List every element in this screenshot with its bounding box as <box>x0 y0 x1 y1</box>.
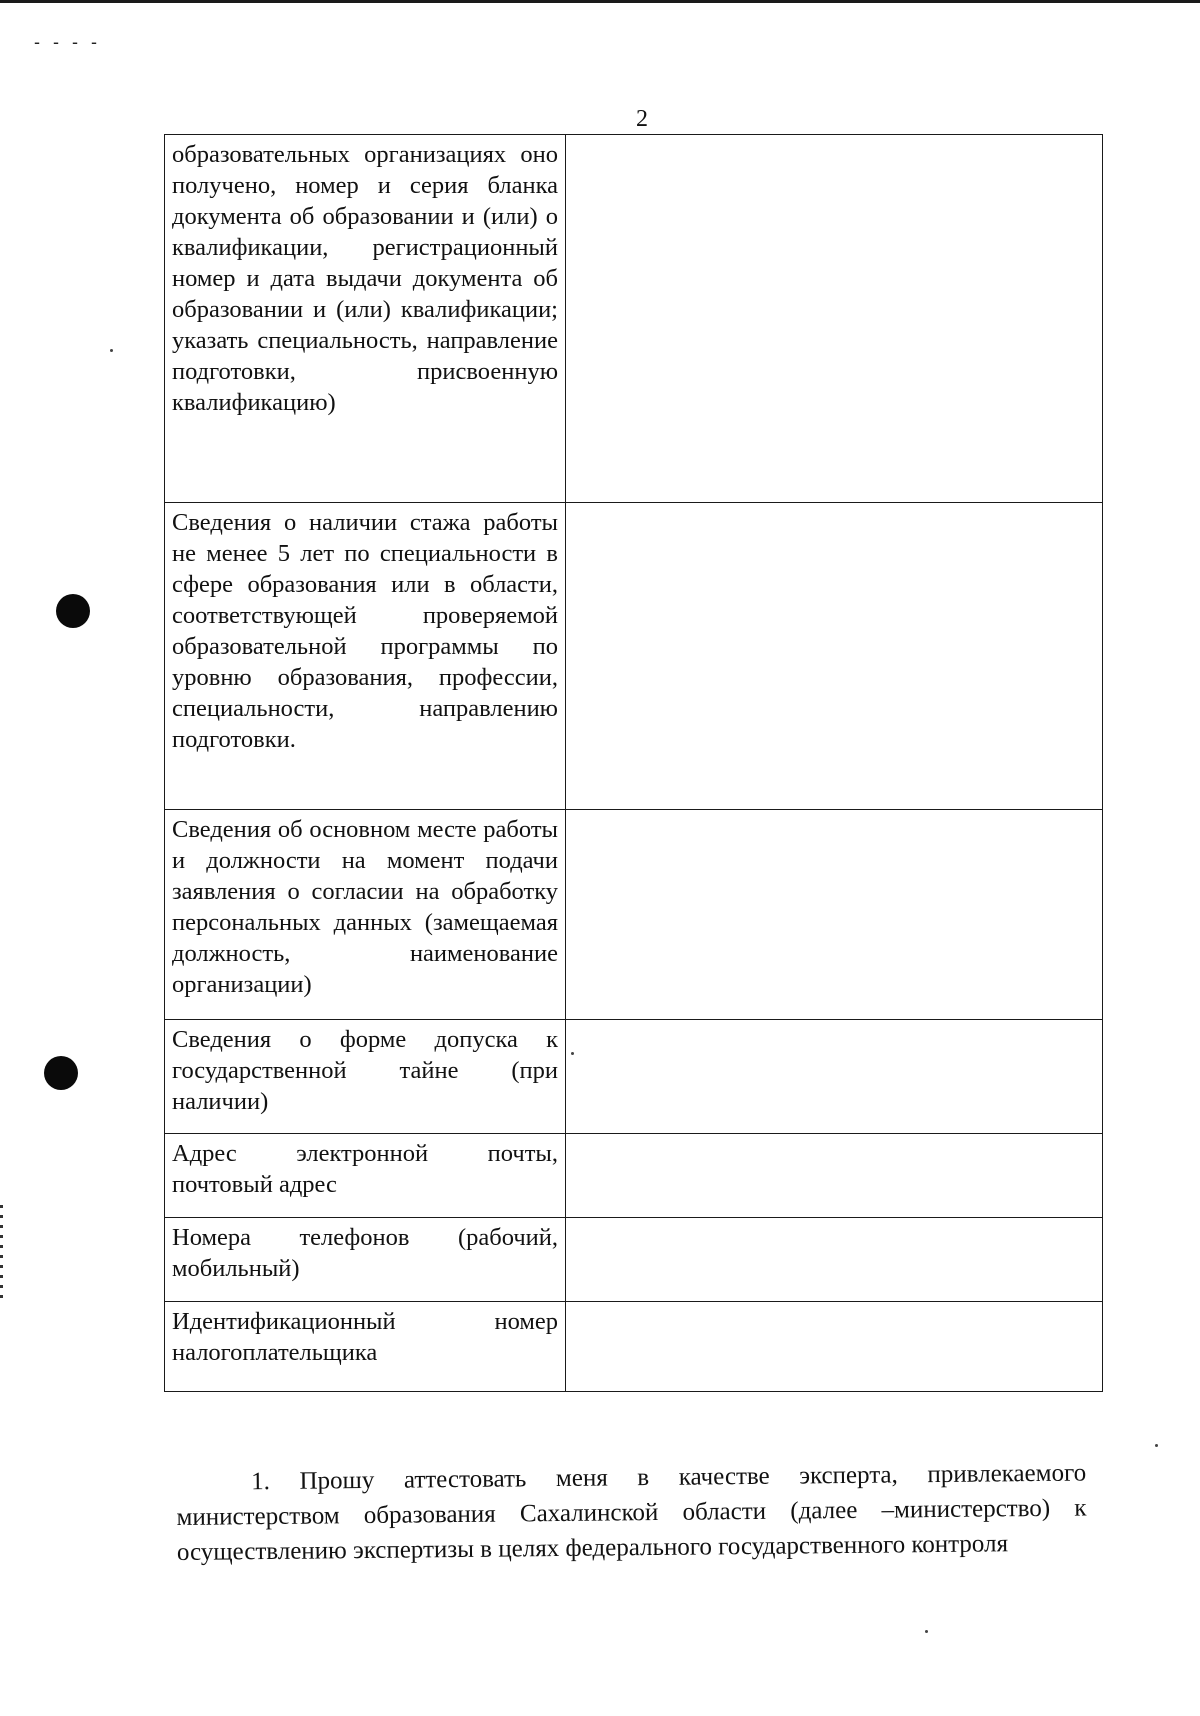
scan-speck <box>925 1630 928 1633</box>
table-row <box>165 1218 1103 1302</box>
table-row <box>165 1020 1103 1134</box>
scan-speck <box>571 1052 574 1055</box>
table-row <box>165 135 1103 503</box>
scan-corner-mark: - - - - <box>34 32 101 52</box>
request-paragraph: 1. Прошу аттестовать меня в качестве эксперта, привлекаемого министерством образования Сахалинской области (далее –министерство) к осуществлению экспертизы в целях федерального государственного контроля <box>176 1459 1087 1566</box>
row-value-clearance <box>566 1020 1103 1134</box>
page-number: 2 <box>636 106 648 132</box>
row-value-address <box>566 1134 1103 1218</box>
table-row <box>165 503 1103 810</box>
scan-speck <box>110 349 113 352</box>
table-row <box>165 1134 1103 1218</box>
row-value-workplace <box>566 810 1103 1020</box>
row-label-experience: Сведения о наличии стажа работы не менее 5 лет по специальности в сфере образования или в области, соответствующей проверяемой образовательной программы по уровню образования, профессии, специальности, направлению подготовки. <box>165 503 566 810</box>
table-row <box>165 810 1103 1020</box>
row-label-address: Адрес электронной почты, почтовый адрес <box>165 1134 566 1218</box>
row-value-experience <box>566 503 1103 810</box>
punch-hole <box>56 594 90 628</box>
row-label-phones: Номера телефонов (рабочий, мобильный) <box>165 1218 566 1302</box>
expert-info-table <box>164 134 1103 1392</box>
punch-hole <box>44 1056 78 1090</box>
row-value-education <box>566 135 1103 503</box>
row-label-workplace: Сведения об основном месте работы и должности на момент подачи заявления о согласии на обработку персональных данных (замещаемая должность, наименование организации) <box>165 810 566 1020</box>
row-label-inn: Идентификационный номер налогоплательщика <box>165 1302 566 1392</box>
scan-speck <box>1155 1444 1158 1447</box>
scan-edge-marks <box>0 1205 3 1305</box>
row-value-phones <box>566 1218 1103 1302</box>
row-value-inn <box>566 1302 1103 1392</box>
row-label-education: образовательных организациях оно получено, номер и серия бланка документа об образовании и (или) о квалификации, регистрационный номер и дата выдачи документа об образовании и (или) квалификации; указать специальность, направление подготовки, присвоенную квалификацию) <box>165 135 566 503</box>
table-row <box>165 1302 1103 1392</box>
scan-top-edge <box>0 0 1200 3</box>
row-label-clearance: Сведения о форме допуска к государственной тайне (при наличии) <box>165 1020 566 1134</box>
